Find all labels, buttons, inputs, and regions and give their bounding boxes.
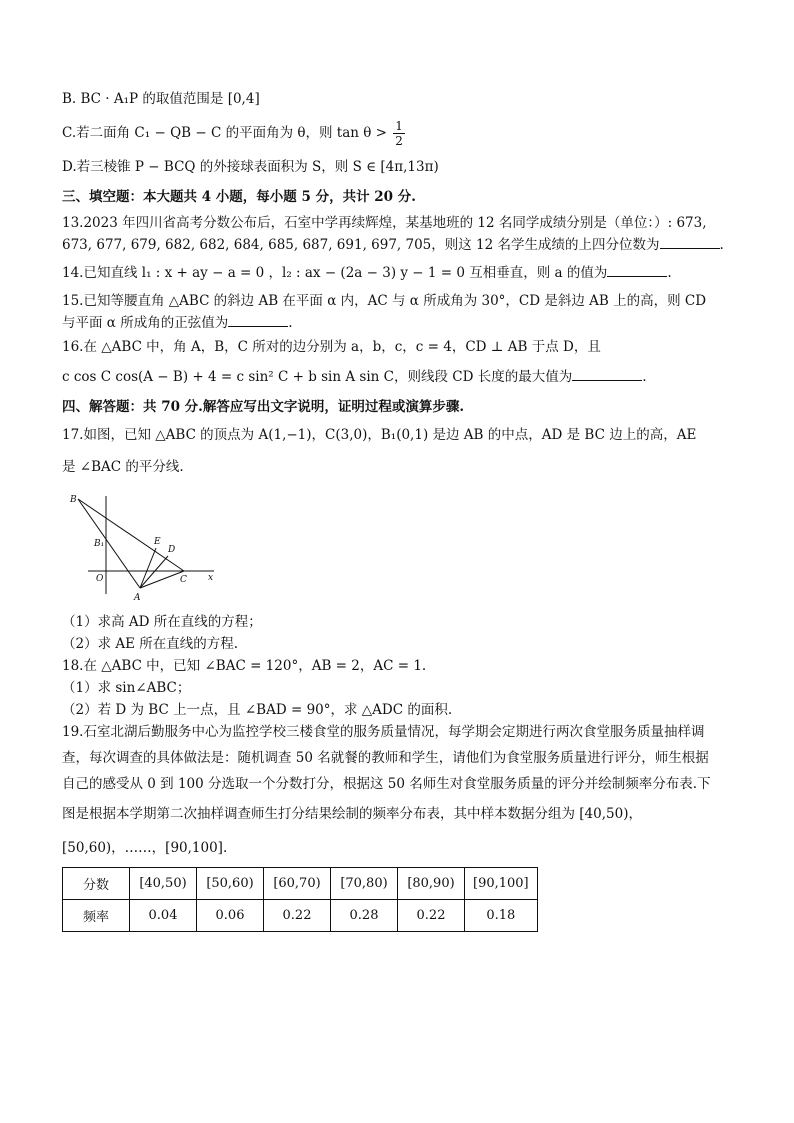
section-fill-in-heading: 三、填空题：本大题共 4 小题，每小题 5 分，共计 20 分. xyxy=(62,189,416,205)
table-cell-interval: [40,50) xyxy=(130,868,197,900)
edge-ba xyxy=(78,499,140,588)
label-a: A xyxy=(134,593,141,601)
question-18-line-1: 18.在 △ABC 中，已知 ∠BAC = 120°，AB = 2，AC = 1. xyxy=(62,658,427,674)
question-18-sub-2: （2）若 D 为 BC 上一点，且 ∠BAD = 90°，求 △ADC 的面积. xyxy=(62,702,453,718)
table-row-scores xyxy=(63,868,538,900)
table-cell-frequency: 0.22 xyxy=(398,900,465,932)
edge-bc xyxy=(78,499,184,571)
label-b1: B₁ xyxy=(94,539,105,549)
option-d-text: D.若三棱锥 P − BCQ 的外接球表面积为 S，则 S ∈ [4π,13π) xyxy=(62,159,439,175)
table-cell-interval: [80,90) xyxy=(398,868,465,900)
question-15-line-1: 15.已知等腰直角 △ABC 的斜边 AB 在平面 α 内，AC 与 α 所成角为 30°，CD 是斜边 AB 上的高，则 CD xyxy=(62,293,707,309)
table-cell-interval: [70,80) xyxy=(331,868,398,900)
option-c-text: C.若二面角 C₁ − QB − C 的平面角为 θ，则 tan θ > xyxy=(62,125,387,141)
option-c xyxy=(62,116,734,150)
question-19-line-4: 图是根据本学期第二次抽样调查师生打分结果绘制的频率分布表，其中样本数据分组为 [40,50)， xyxy=(62,806,642,822)
triangle-figure xyxy=(62,486,734,605)
question-19-line-2: 查，每次调查的具体做法是：随机调查 50 名就餐的教师和学生，请他们为食堂服务质量进行评分，师生根据 xyxy=(62,750,709,766)
edge-ac xyxy=(140,571,184,588)
question-17-sub-2: （2）求 AE 所在直线的方程. xyxy=(62,636,239,652)
label-e: E xyxy=(154,537,161,547)
question-13-line-1: 13.2023 年四川省高考分数公布后，石室中学再续辉煌，某基地班的 12 名同学成绩分别是（单位：）: 673, xyxy=(62,215,707,231)
question-19-line-5: [50,60)，……，[90,100]. xyxy=(62,840,228,856)
answer-blank-14[interactable] xyxy=(607,262,667,277)
table-cell-frequency: 0.28 xyxy=(331,900,398,932)
question-17-line-2: 是 ∠BAC 的平分线. xyxy=(62,459,184,475)
label-b: B xyxy=(70,495,77,505)
exam-page xyxy=(62,88,734,932)
label-o: O xyxy=(96,574,104,584)
table-cell-frequency: 0.22 xyxy=(264,900,331,932)
label-c: C xyxy=(180,575,187,585)
option-b-text: B. BC · A₁P 的取值范围是 [0,4] xyxy=(62,91,260,107)
label-x: x xyxy=(208,573,214,583)
frequency-table xyxy=(62,867,538,932)
answer-blank-15[interactable] xyxy=(228,312,288,327)
table-cell-frequency: 0.06 xyxy=(197,900,264,932)
geometry-diagram xyxy=(62,486,222,601)
table-cell-interval: [50,60) xyxy=(197,868,264,900)
question-19-line-1: 19.石室北湖后勤服务中心为监控学校三楼食堂的服务质量情况，每学期会定期进行两次食堂服务质量抽样调 xyxy=(62,724,705,740)
table-row-frequencies xyxy=(63,900,538,932)
question-15-line-2: 与平面 α 所成角的正弦值为 . xyxy=(62,312,734,334)
table-header-frequency: 频率 xyxy=(63,900,130,932)
option-d xyxy=(62,156,734,178)
section-solution-heading: 四、解答题：共 70 分.解答应写出文字说明，证明过程或演算步骤. xyxy=(62,399,465,415)
question-16-line-1: 16.在 △ABC 中，角 A，B，C 所对的边分别为 a，b，c，c = 4，CD ⊥ AB 于点 D，且 xyxy=(62,339,601,355)
question-14: 14.已知直线 l₁ : x + ay − a = 0 ，l₂ : ax − (2a − 3) y − 1 = 0 互相垂直，则 a 的值为 . xyxy=(62,262,734,284)
question-19-line-3: 自己的感受从 0 到 100 分选取一个分数打分，根据这 50 名师生对食堂服务质量的评分并绘制频率分布表.下 xyxy=(62,776,711,792)
question-17-sub-1: （1）求高 AD 所在直线的方程； xyxy=(62,614,262,630)
question-18-sub-1: （1）求 sin∠ABC； xyxy=(62,680,191,696)
question-13-line-2: 673, 677, 679, 682, 682, 684, 685, 687, 691, 697, 705，则这 12 名学生成绩的上四分位数为 . xyxy=(62,234,734,256)
fraction-one-half: $\frac{1}{2}$ xyxy=(395,119,403,148)
answer-blank-16[interactable] xyxy=(572,366,642,381)
question-16-line-2: c cos C cos(A − B) + 4 = c sin² C + b sin A sin C，则线段 CD 长度的最大值为 . xyxy=(62,366,734,388)
table-cell-frequency: 0.04 xyxy=(130,900,197,932)
label-d: D xyxy=(168,545,176,555)
segment-ad xyxy=(140,556,168,588)
table-cell-interval: [90,100] xyxy=(465,868,538,900)
question-17-line-1: 17.如图，已知 △ABC 的顶点为 A(1,−1)，C(3,0)，B₁(0,1) 是边 AB 的中点，AD 是 BC 边上的高，AE xyxy=(62,427,697,443)
option-b xyxy=(62,88,734,110)
table-header-score: 分数 xyxy=(63,868,130,900)
table-cell-interval: [60,70) xyxy=(264,868,331,900)
table-cell-frequency: 0.18 xyxy=(465,900,538,932)
answer-blank-13[interactable] xyxy=(660,234,720,249)
segment-ae xyxy=(140,548,156,588)
